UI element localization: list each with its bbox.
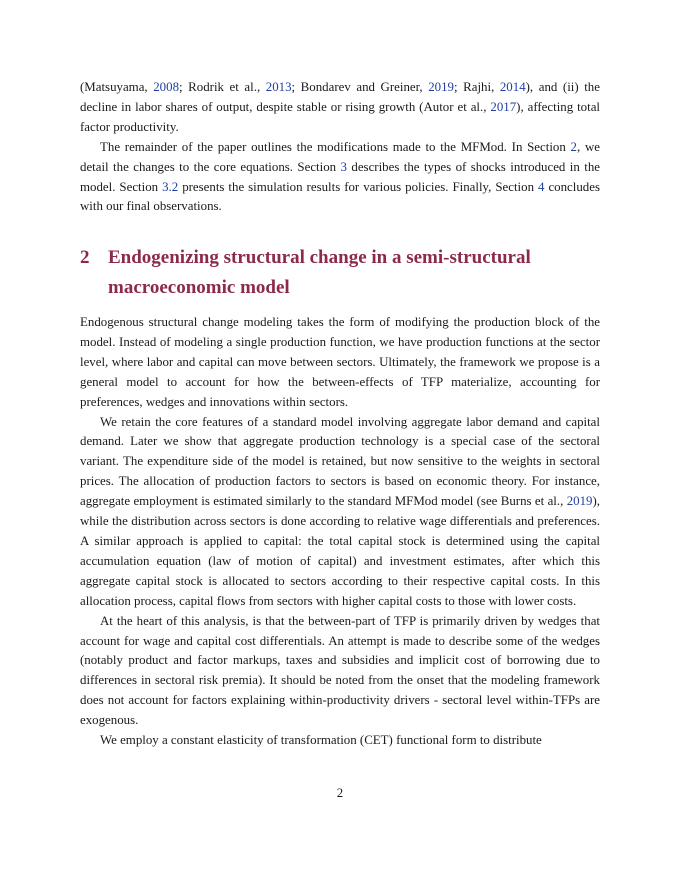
citation-link-rodrik-2013[interactable]: 2013 xyxy=(265,80,292,94)
intro-text-block xyxy=(80,78,600,217)
text-run: (Matsuyama, xyxy=(80,80,154,94)
citation-link-matsuyama-2008[interactable]: 2008 xyxy=(153,80,180,94)
citation-link-bondarev-2019[interactable]: 2019 xyxy=(428,80,454,94)
citation-link-rajhi-2014[interactable]: 2014 xyxy=(499,80,526,94)
text-run: ; Rodrik et al., xyxy=(179,80,266,94)
body-paragraph-2 xyxy=(80,413,600,612)
section-ref-link-3-2[interactable]: 3.2 xyxy=(162,179,179,194)
text-run: ), while the distribution across sectors is done according to relative wage differentials and preferences. A similar approach is applied to capital: the total capital stock is determined using the capital accumulation equation (law of motion of capital) and investment estimates, after which this aggregate capital stock is allocated to sectors according to their respective capital costs. In this allocation process, capital flows from sectors with higher capital costs to those with lower costs. xyxy=(80,494,600,608)
body-paragraph-4: We employ a constant elasticity of transformation (CET) functional form to distribute xyxy=(100,733,542,748)
body-paragraph-1: Endogenous structural change modeling takes the form of modifying the production block of the model. Instead of modeling a single production function, we have production functions at the sector level, where labor and capital can move between sectors. Ultimately, the framework we propose is a general model to account for how the between-effects of TFP materialize, accounting for preferences, wedges and innovations within sectors. xyxy=(80,315,600,409)
text-run: ), and (ii) the decline in labor shares of output, despite stable or rising growth (Autor et al., xyxy=(80,80,600,114)
section-ref-link-3[interactable]: 3 xyxy=(340,159,347,174)
section-title: Endogenizing structural change in a semi-structural macroeconomic model xyxy=(108,247,531,298)
intro-paragraph-2 xyxy=(80,138,600,218)
section-number: 2 xyxy=(80,247,90,268)
section-body-text-block xyxy=(80,313,600,751)
citation-link-burns-2019[interactable]: 2019 xyxy=(566,494,593,509)
text-run: ), affecting total factor productivity. xyxy=(80,99,600,134)
text-run: ; Rajhi, xyxy=(453,80,500,94)
text-run: , we detail the changes to the core equations. Section xyxy=(80,139,600,174)
text-run: describes the types of shocks introduced in the model. Section xyxy=(80,159,600,194)
intro-paragraph-1 xyxy=(80,78,600,138)
citation-link-autor-2017[interactable]: 2017 xyxy=(490,99,517,114)
page-number: 2 xyxy=(336,786,344,800)
text-run: The remainder of the paper outlines the modifications made to the MFMod. In Section xyxy=(100,139,571,154)
body-paragraph-3: At the heart of this analysis, is that the between-part of TFP is primarily driven by wedges that account for wage and capital cost differentials. An attempt is made to describe some of the wedges (notably product and factor markups, taxes and subsidies and implicit cost of borrowing due to differences in sectoral risk premia). It should be noted from the onset that the modeling framework does not account for factors explaining within-productivity drivers - sectoral level within-TFPs are exogenous. xyxy=(80,613,600,728)
text-run: concludes with our final observations. xyxy=(80,179,600,214)
section-heading xyxy=(80,243,610,303)
text-run: We retain the core features of a standard model involving aggregate labor demand and capital demand. Later we show that aggregate production technology is a special case of the sectoral variant. The expenditure side of the model is retained, but now sensitive to the weights in sectoral prices. The allocation of production factors to sectors is based on economic theory. For instance, aggregate employment is estimated similarly to the standard MFMod model (see Burns et al., xyxy=(80,414,600,509)
text-run: presents the simulation results for various policies. Finally, Section xyxy=(178,179,538,194)
text-run: ; Bondarev and Greiner, xyxy=(291,80,429,94)
section-ref-link-2[interactable]: 2 xyxy=(570,139,577,154)
section-ref-link-4[interactable]: 4 xyxy=(538,179,545,194)
